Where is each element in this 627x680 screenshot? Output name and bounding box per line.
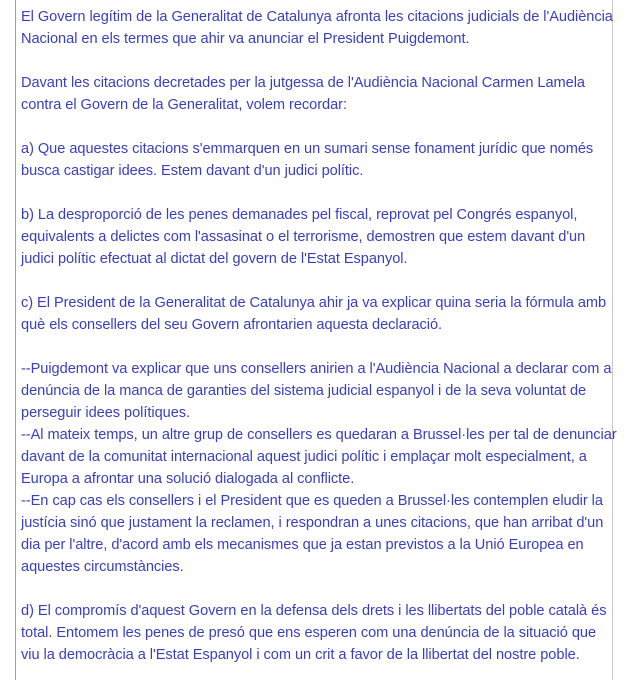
point-c-paragraph: c) El President de la Generalitat de Catalunya ahir ja va explicar quina seria la fórmula amb què els consellers del seu Govern afrontarien aquesta declaració. — [21, 295, 607, 333]
intro-paragraph: El Govern legítim de la Generalitat de Catalunya afronta les citacions judicials de l'Audiència Nacional en els termes que ahir va anunciar el President Puigdemont. — [21, 9, 613, 47]
paragraph-gap — [21, 578, 617, 600]
paragraph-gap — [21, 270, 617, 292]
paragraph-gap — [21, 182, 617, 204]
statement-body — [21, 6, 617, 666]
point-b-paragraph: b) La desproporció de les penes demanades pel fiscal, reprovat pel Congrés espanyol, equivalents a delictes com l'assasinat o el terrorisme, demostren que estem davant d'un judici polític efectuat al dictat del govern de l'Estat Espanyol. — [21, 207, 586, 267]
detail-2-paragraph: --Al mateix temps, un altre grup de consellers es quedaran a Brussel·les per tal de denunciar davant de la comunitat internacional aquest judici polític i emplaçar molt especialment, a Europa a afrontar una solució dialogada al conflicte. — [21, 427, 617, 487]
point-d-paragraph: d) El compromís d'aquest Govern en la defensa dels drets i les llibertats del poble català és total. Entomem les penes de presó que ens esperen com una denúncia de la situació que viu la democràcia a l'Estat Espanyol i com un crit a favor de la llibertat del nostre poble. — [21, 603, 607, 663]
paragraph-gap — [21, 116, 617, 138]
left-margin-rule — [15, 0, 16, 680]
paragraph-gap — [21, 50, 617, 72]
detail-3-paragraph: --En cap cas els consellers i el President que es queden a Brussel·les contemplen eludir la justícia sinó que justament la reclamen, i respondran a unes citacions, que han arribat d'un dia per l'altre, d'acord amb els mecanismes que ja estan previstos a la Unió Europea en aquestes circumstàncies. — [21, 493, 604, 575]
point-a-paragraph: a) Que aquestes citacions s'emmarquen en un sumari sense fonament jurídic que només busca castigar idees. Estem davant d'un judici polític. — [21, 141, 594, 179]
detail-1-paragraph: --Puigdemont va explicar que uns consellers anirien a l'Audiència Nacional a declarar com a denúncia de la manca de garanties del sistema judicial espanyol i de la seva voluntat de perseguir idees polítiques. — [21, 361, 612, 421]
preamble-paragraph: Davant les citacions decretades per la jutgessa de l'Audiència Nacional Carmen Lamela contra el Govern de la Generalitat, volem recordar: — [21, 75, 585, 113]
paragraph-gap — [21, 336, 617, 358]
